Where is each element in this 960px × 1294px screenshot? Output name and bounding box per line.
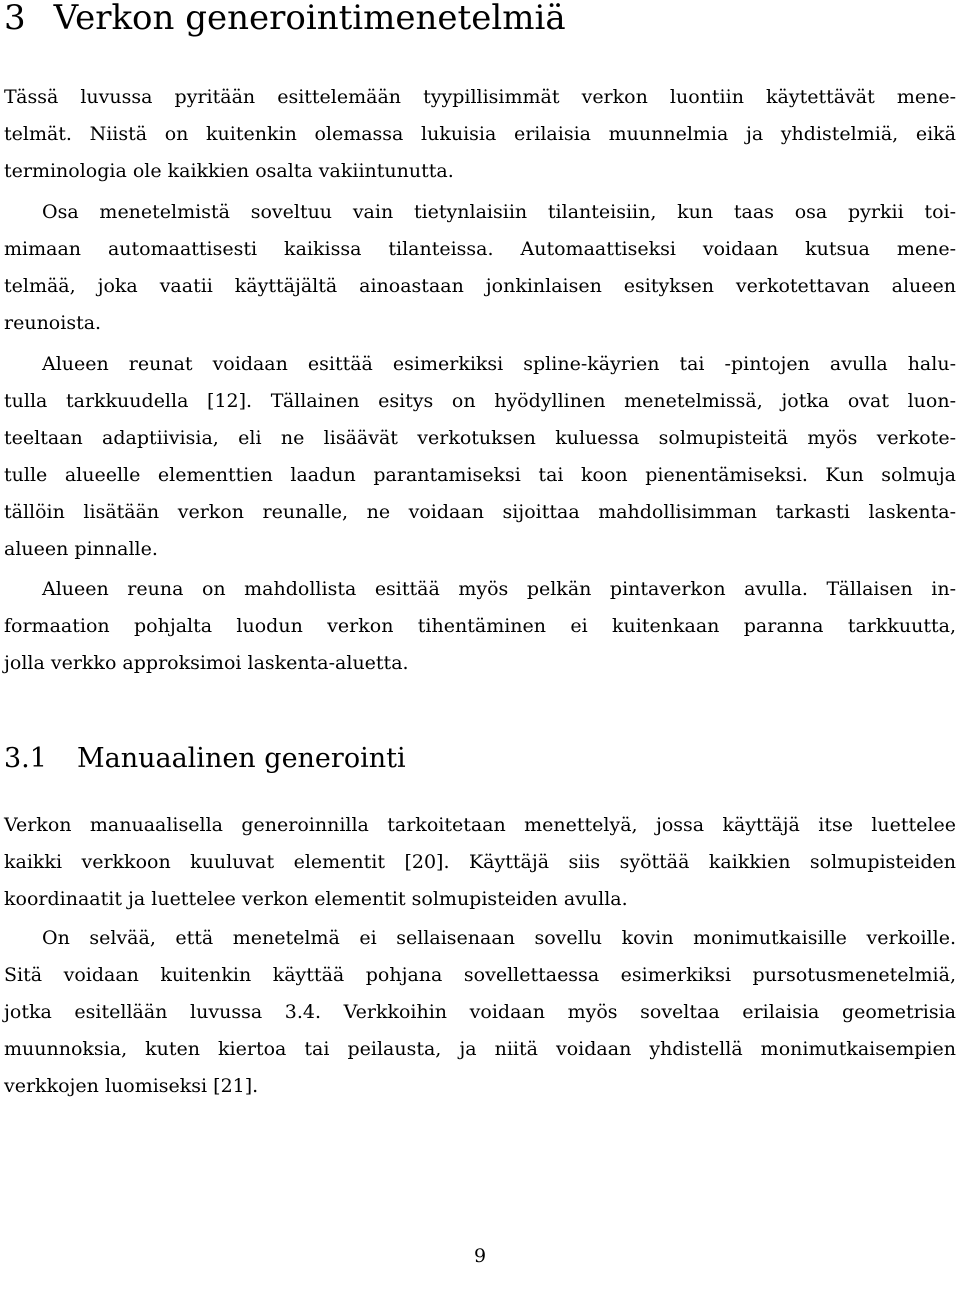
paragraph-line: muunnoksia, kuten kiertoa tai peilausta, ja niitä voidaan yhdistellä monimutkaisempien <box>4 1038 956 1060</box>
paragraph-line: Sitä voidaan kuitenkin käyttää pohjana sovellettaessa esimerkiksi pursotusmenetelmiä, <box>4 964 956 986</box>
chapter-title: Verkon generointimenetelmiä <box>53 0 566 38</box>
paragraph-line: Alueen reunat voidaan esittää esimerkiksi spline-käyrien tai -pintojen avulla halu- <box>42 353 956 375</box>
paragraph-line: mimaan automaattisesti kaikissa tilanteissa. Automaattiseksi voidaan kutsua mene- <box>4 238 956 260</box>
section-number: 3.1 <box>4 743 47 774</box>
paragraph-line: Verkon manuaalisella generoinnilla tarkoitetaan menettelyä, jossa käyttäjä itse luettelee <box>4 814 956 836</box>
paragraph-line: terminologia ole kaikkien osalta vakiintunutta. <box>4 160 454 182</box>
paragraph-line: Tässä luvussa pyritään esittelemään tyypillisimmät verkon luontiin käytettävät mene- <box>4 86 956 108</box>
paragraph-line: tällöin lisätään verkon reunalle, ne voidaan sijoittaa mahdollisimman tarkasti laskenta- <box>4 501 956 523</box>
paragraph-line: On selvää, että menetelmä ei sellaisenaan sovellu kovin monimutkaisille verkoille. <box>42 927 956 949</box>
section-title: Manuaalinen generointi <box>76 743 406 774</box>
paragraph-line: telmät. Niistä on kuitenkin olemassa lukuisia erilaisia muunnelmia ja yhdistelmiä, eikä <box>4 123 956 145</box>
paragraph-line: teeltaan adaptiivisia, eli ne lisäävät verkotuksen kuluessa solmupisteitä myös verkote- <box>4 427 956 449</box>
paragraph-line: jolla verkko approksimoi laskenta-aluetta. <box>4 652 409 674</box>
paragraph-line: alueen pinnalle. <box>4 538 158 560</box>
chapter-number: 3 <box>4 0 26 38</box>
paragraph-line: koordinaatit ja luettelee verkon elementit solmupisteiden avulla. <box>4 888 628 910</box>
paragraph-line: Alueen reuna on mahdollista esittää myös pelkän pintaverkon avulla. Tällaisen in- <box>42 578 956 600</box>
paragraph-line: Osa menetelmistä soveltuu vain tietynlaisiin tilanteisiin, kun taas osa pyrkii toi- <box>42 201 956 223</box>
page-number: 9 <box>473 1245 487 1267</box>
paragraph-line: jotka esitellään luvussa 3.4. Verkkoihin voidaan myös soveltaa erilaisia geometrisia <box>4 1001 956 1023</box>
chapter-heading <box>4 0 566 40</box>
paragraph-line: tulle alueelle elementtien laadun parantamiseksi tai koon pienentämiseksi. Kun solmuja <box>4 464 956 486</box>
paragraph-line: kaikki verkkoon kuuluvat elementit [20]. Käyttäjä siis syöttää kaikkien solmupisteiden <box>4 851 956 873</box>
paragraph-line: tulla tarkkuudella [12]. Tällainen esitys on hyödyllinen menetelmissä, jotka ovat luon- <box>4 390 956 412</box>
paragraph-line: verkkojen luomiseksi [21]. <box>4 1075 259 1097</box>
section-heading <box>4 740 406 778</box>
paragraph-line: reunoista. <box>4 312 102 334</box>
paragraph-line: formaation pohjalta luodun verkon tihentäminen ei kuitenkaan paranna tarkkuutta, <box>4 615 956 637</box>
paragraph-line: telmää, joka vaatii käyttäjältä ainoastaan jonkinlaisen esityksen verkotettavan alueen <box>4 275 956 297</box>
